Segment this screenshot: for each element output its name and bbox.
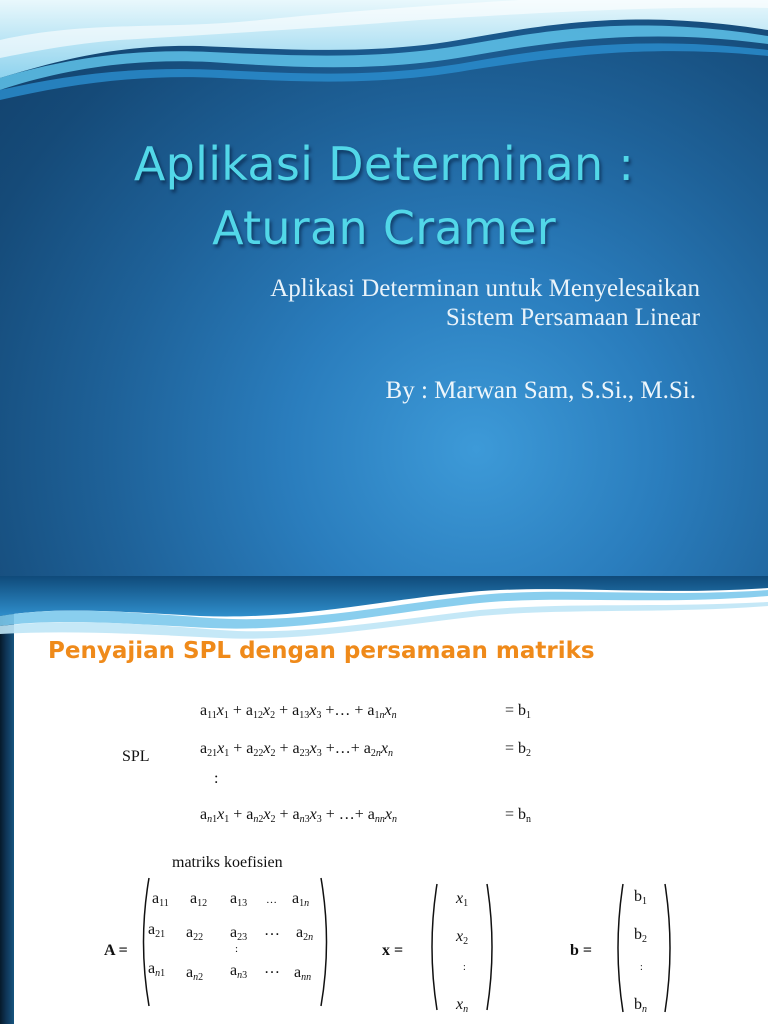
matrix-cell: : xyxy=(235,943,239,955)
matrix-cell: $a_{nn}$ xyxy=(294,964,312,983)
right-paren-icon xyxy=(663,882,677,1014)
matrix-cell: … xyxy=(266,894,277,906)
decorative-wave-header xyxy=(0,576,768,646)
matrix-cell: $a_{n3}$ xyxy=(230,962,248,981)
vector-b-entry-2: $b_2$ xyxy=(634,926,647,945)
equation-lhs: $a_{11}x_1 + a_{12}x_2 + a_{13}x_3$ +… + $a_{1n}x_n$ xyxy=(200,702,397,721)
left-paren-icon xyxy=(611,882,625,1014)
matrix-a-label: A = xyxy=(104,942,128,959)
vector-b-entry-n: $b_n$ xyxy=(634,996,647,1015)
author-byline: By : Marwan Sam, S.Si., M.Si. xyxy=(385,377,696,404)
equation-rhs-n: = $b_n$ xyxy=(505,806,532,825)
matrix-cell: … xyxy=(264,922,280,939)
subtitle-line-2: Sistem Persamaan Linear xyxy=(445,304,700,331)
matrix-cell: $a_{22}$ xyxy=(186,924,204,943)
slide-heading: Penyajian SPL dengan persamaan matriks xyxy=(48,638,595,664)
equation-row-2 xyxy=(200,740,393,758)
equation-rhs-1: = $b_1$ xyxy=(505,702,532,721)
vector-b-label: b = xyxy=(570,942,593,959)
matrix-cell: $a_{1n}$ xyxy=(292,890,310,909)
equation-rhs-2: = $b_2$ xyxy=(505,740,532,759)
subtitle-line-1: Aplikasi Determinan untuk Menyelesaikan xyxy=(270,275,700,302)
matrix-cell: $a_{11}$ xyxy=(152,890,169,909)
equation-lhs: $a_{n1}x_1 + a_{n2}x_2 + a_{n3}x_3$ + …+ $a_{nn}x_n$ xyxy=(200,806,397,825)
vector-x-entry-dots: : xyxy=(463,962,466,973)
vector-b-entry-dots: : xyxy=(640,962,643,973)
matrix-cell: $a_{23}$ xyxy=(230,924,248,943)
matrix-cell: $a_{21}$ xyxy=(148,921,166,940)
title-line-1: Aplikasi Determinan : xyxy=(133,137,635,191)
matrix-caption: matriks koefisien xyxy=(172,854,283,871)
matrix-cell: $a_{n1}$ xyxy=(148,960,166,979)
spl-label: SPL xyxy=(122,748,150,765)
left-paren-icon xyxy=(136,876,152,1008)
equation-lhs: $a_{21}x_1 + a_{22}x_2 + a_{23}x_3$ +…+ $a_{2n}x_n$ xyxy=(200,740,393,759)
right-paren-icon xyxy=(318,876,334,1008)
content-slide xyxy=(0,576,768,1024)
vector-x-label: x = xyxy=(382,942,404,959)
matrix-cell: … xyxy=(264,960,280,977)
slide-title xyxy=(0,132,768,260)
title-line-2: Aturan Cramer xyxy=(212,201,556,255)
matrix-cell: $a_{13}$ xyxy=(230,890,248,909)
slide-subtitle xyxy=(270,274,700,332)
equation-row-1 xyxy=(200,702,397,720)
matrix-cell: $a_{12}$ xyxy=(190,890,208,909)
matrix-cell: $a_{n2}$ xyxy=(186,964,204,983)
vector-x-entry-2: $x_2$ xyxy=(456,928,469,947)
vector-x-entry-1: $x_1$ xyxy=(456,890,469,909)
decorative-wave-header xyxy=(0,0,768,110)
equation-row-n xyxy=(200,806,397,824)
vector-b-entry-1: $b_1$ xyxy=(634,888,647,907)
matrix-cell: $a_{2n}$ xyxy=(296,924,314,943)
vertical-dots: : xyxy=(214,770,219,787)
left-paren-icon xyxy=(425,882,439,1012)
vector-x-entry-n: $x_n$ xyxy=(456,996,469,1015)
right-paren-icon xyxy=(485,882,499,1012)
